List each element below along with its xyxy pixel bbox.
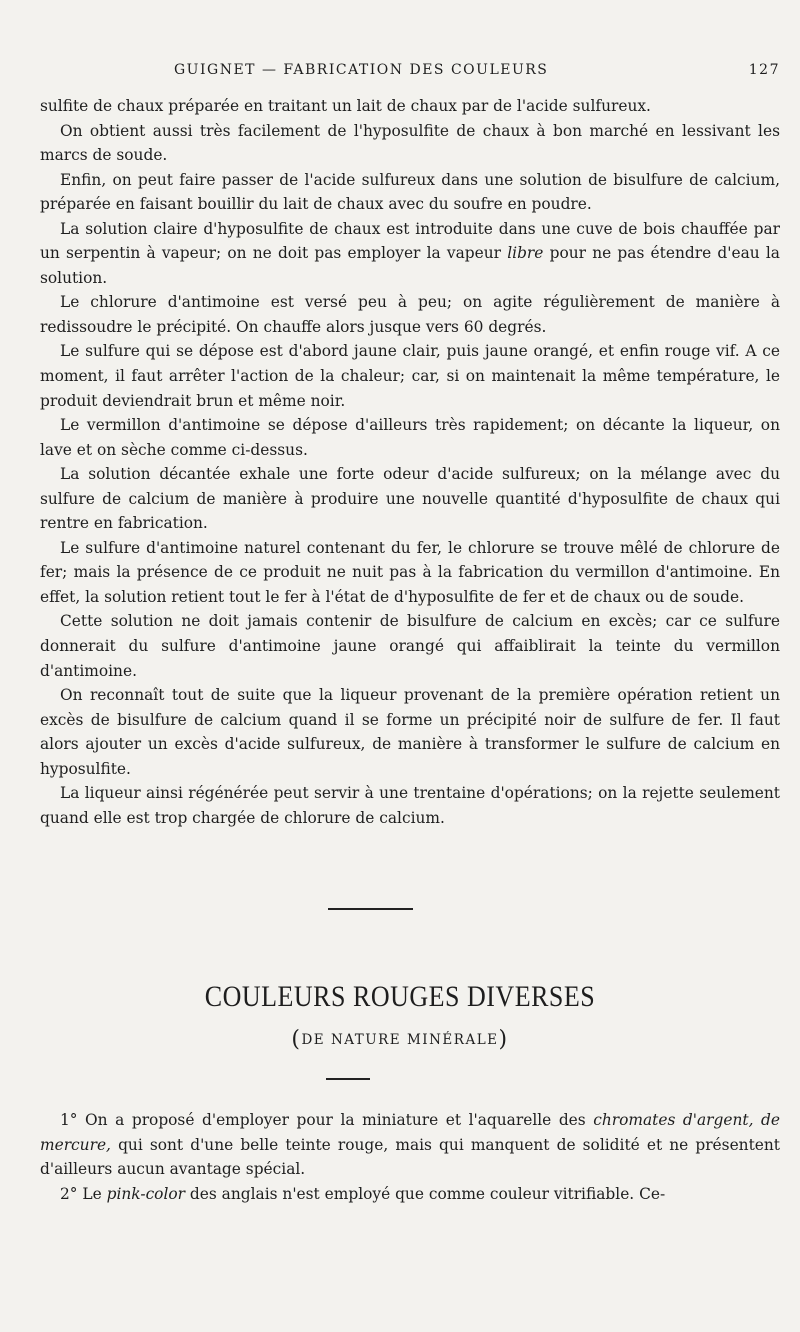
section-title: COULEURS ROUGES DIVERSES <box>204 980 596 1013</box>
paragraph: Le sulfure qui se dépose est d'abord jaune clair, puis jaune orangé, et enfin rouge vif. A ce moment, il faut arrêter l'action de la chaleur; car, si on maintenait la même température, le produit deviendrait brun et même noir. <box>40 342 780 410</box>
close-paren: ) <box>498 1027 509 1052</box>
italic-term: pink-color <box>106 1184 185 1203</box>
section-divider <box>328 908 413 910</box>
list-item <box>40 1108 780 1182</box>
running-title: GUIGNET — FABRICATION DES COULEURS <box>174 62 549 78</box>
paragraph: Le sulfure d'antimoine naturel contenant du fer, le chlorure se trouve mêlé de chlorure de fer; mais la présence de ce produit ne nuit pas à la fabrication du vermillon d'antimoine. En effet, la solution retient tout le fer à l'état de d'hyposulfite de fer et de chaux ou de soude. <box>40 538 780 606</box>
paragraph: On reconnaît tout de suite que la liqueur provenant de la première opération retient un excès de bisulfure de calcium quand il se forme un précipité noir de sulfure de fer. Il faut alors ajouter un excès d'acide sulfureux, de manière à transformer le sulfure de calcium en hyposulfite. <box>40 686 780 778</box>
subtitle-text: DE NATURE MINÉRALE <box>301 1032 499 1048</box>
paragraph: La solution décantée exhale une forte odeur d'acide sulfureux; on la mélange avec du sulfure de calcium de manière à produire une nouvelle quantité d'hyposulfite de chaux qui rentre en fabrication. <box>40 465 780 533</box>
item-text: 1° On a proposé d'employer pour la miniature et l'aquarelle des <box>60 1111 586 1129</box>
paragraph: On obtient aussi très facilement de l'hyposulfite de chaux à bon marché en lessivant les marcs de soude. <box>40 121 780 165</box>
subtitle-divider <box>326 1078 370 1080</box>
paragraph: Cette solution ne doit jamais contenir de bisulfure de calcium en excès; car ce sulfure donnerait du sulfure d'antimoine jaune orangé qui affaiblirait la teinte du vermillon d'antimoine. <box>40 612 780 680</box>
paragraph: Le vermillon d'antimoine se dépose d'ailleurs très rapidement; on décante la liqueur, on lave et on sèche comme ci-dessus. <box>40 416 780 459</box>
section-body <box>40 1108 780 1206</box>
list-item <box>40 1182 780 1207</box>
paragraph: Le chlorure d'antimoine est versé peu à peu; on agite régulièrement de manière à redissoudre le précipité. On chauffe alors jusque vers 60 degrés. <box>40 293 780 336</box>
item-text: qui sont d'une belle teinte rouge, mais qui manquent de solidité et ne présentent d'ailleurs aucun avantage spécial. <box>40 1135 780 1179</box>
body-text <box>40 94 780 830</box>
paragraph <box>40 217 780 291</box>
page-header <box>40 60 780 84</box>
paragraph: La liqueur ainsi régénérée peut servir à une trentaine d'opérations; on la rejette seulement quand elle est trop chargée de chlorure de calcium. <box>40 784 780 827</box>
section-subtitle <box>0 1027 800 1052</box>
item-text: des anglais n'est employé que comme couleur vitrifiable. Ce- <box>189 1184 666 1203</box>
open-paren: ( <box>291 1027 302 1052</box>
italic-word: libre <box>507 244 544 263</box>
paragraph-text: La solution claire d'hyposulfite de chaux est introduite dans une cuve de bois chauffée par un serpentin à vapeur; on ne doit pas employer la vapeur <box>40 219 780 263</box>
paragraph-text: pour ne pas étendre d'eau la solution. <box>40 244 780 287</box>
item-text: 2° Le <box>60 1184 102 1203</box>
paragraph: Enfin, on peut faire passer de l'acide sulfureux dans une solution de bisulfure de calcium, préparée en faisant bouillir du lait de chaux avec du soufre en poudre. <box>40 170 780 214</box>
paragraph: sulfite de chaux préparée en traitant un lait de chaux par de l'acide sulfureux. <box>40 97 651 115</box>
page-number: 127 <box>748 62 780 78</box>
italic-term: chromates d'argent, de mercure, <box>40 1111 780 1154</box>
